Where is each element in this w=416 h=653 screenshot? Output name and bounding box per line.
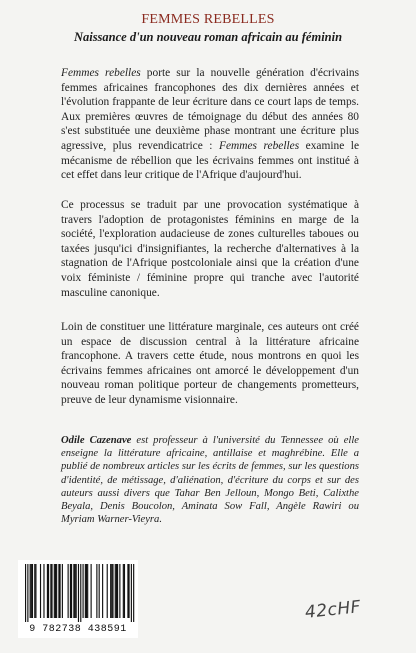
barcode-bar — [55, 564, 56, 618]
barcode-bar — [73, 564, 74, 618]
barcode-bar — [40, 564, 41, 618]
barcode-bar — [115, 564, 116, 618]
barcode-bar — [51, 564, 52, 618]
barcode-bars — [18, 560, 138, 622]
barcode-bar — [76, 564, 77, 618]
barcode-bar — [58, 564, 59, 618]
barcode-bar — [87, 564, 88, 618]
barcode-bar — [99, 564, 100, 618]
handwritten-price: 42cHF — [304, 597, 362, 623]
barcode-bar — [56, 564, 57, 618]
barcode-bar — [78, 564, 79, 622]
barcode-bar — [110, 564, 111, 618]
barcode-bar — [102, 564, 103, 618]
barcode-bar — [86, 564, 87, 618]
book-subtitle: Naissance d'un nouveau roman africain au féminin — [73, 30, 343, 44]
barcode-bar — [54, 564, 55, 618]
barcode-bar — [123, 564, 124, 618]
barcode-bar — [50, 564, 51, 618]
author-bio-text: est professeur à l'université du Tennessee où elle enseigne la littérature africaine, antillaise et maghrébine. Elle a publié de nombreux articles sur les écrits de femmes, sur les questions d'identité, de métissage, d'aliénation, d'écriture du corps et sur des auteurs aussi divers que Tahar Ben Jelloun, Mongo Beti, Calixthe Beyala, Denis Boucolon, Aminata Sow Fall, Angèle Rawiri ou Myriam Warner-Vieyra. — [61, 435, 359, 526]
isbn-number: 9 782738 438591 — [29, 624, 127, 635]
title-mention: Femmes rebelles — [61, 67, 141, 79]
barcode-bar — [111, 564, 112, 618]
barcode-bar — [47, 564, 48, 618]
barcode-bar — [34, 564, 35, 618]
barcode-bar — [107, 564, 108, 618]
barcode-bar — [43, 564, 44, 618]
title-mention: Femmes rebelles — [219, 139, 300, 152]
author-name: Odile Cazenave — [61, 435, 132, 446]
barcode-bar — [116, 564, 117, 618]
barcode-bar — [70, 564, 71, 618]
barcode-bar — [60, 564, 61, 618]
barcode-bar — [133, 564, 134, 622]
barcode-bar — [68, 564, 69, 618]
barcode-bar — [131, 564, 132, 622]
barcode-bar — [62, 564, 63, 618]
blurb-text: examine le mécanisme de rébellion que les écrivains femmes ont institué à cet effet dans leur critique de l'Afrique d'aujourd'hui. — [61, 139, 360, 182]
barcode-bar — [74, 564, 75, 618]
author-biography — [61, 434, 359, 526]
barcode-bar — [85, 564, 86, 618]
barcode-bar — [124, 564, 125, 618]
barcode-bar — [27, 564, 28, 622]
barcode-bar — [35, 564, 36, 618]
barcode-bar — [32, 564, 33, 618]
barcode-bar — [127, 564, 128, 618]
barcode-bar — [71, 564, 72, 618]
barcode-bar — [83, 564, 84, 618]
barcode-bar — [91, 564, 92, 618]
blurb-paragraph-3: Loin de constituer une littérature marginale, ces auteurs ont créé un espace de discussion central à la littérature africaine francophone. A travers cette étude, nous montrons en quoi les écrivains femmes africaines ont amorcé le développement d'un nouveau roman politique porteur de changements prometteurs, preuve de leur dynamisme visionnaire. — [61, 321, 359, 406]
barcode-bar — [30, 564, 31, 618]
barcode-bar — [112, 564, 113, 618]
barcode-bar — [80, 564, 81, 622]
barcode-bar — [25, 564, 26, 622]
blurb-paragraph-1 — [61, 66, 359, 183]
barcode-bar — [119, 564, 120, 618]
blurb-paragraph-2: Ce processus se traduit par une provocation systématique à travers l'adoption de protagonistes féminins en marge de la société, l'exploration audacieuse de zones culturelles taboues ou taxées jusqu'ici d'insignifiantes, la recherche d'alternatives à la stagnation de l'Afrique postcoloniale ainsi que la création d'une voix féministe / féminine propre qui tranche avec l'autorité masculine canonique. — [61, 199, 359, 299]
barcode-bar — [129, 564, 130, 618]
blurb-text: porte sur la nouvelle génération d'écrivains femmes africaines francophones des dix dernières années et l'évolution frappante de leur écriture dans ce court laps de temps. Aux premières œuvres de témoignage du début des années 80 s'est substituée une deuxième phase montrant une écriture plus agressive, plus revendicatrice : — [61, 67, 360, 152]
book-title: FEMMES REBELLES — [141, 12, 275, 27]
barcode-bar — [31, 564, 32, 618]
barcode-bar — [117, 564, 118, 618]
barcode-bar — [96, 564, 97, 618]
barcode-bar — [48, 564, 49, 618]
